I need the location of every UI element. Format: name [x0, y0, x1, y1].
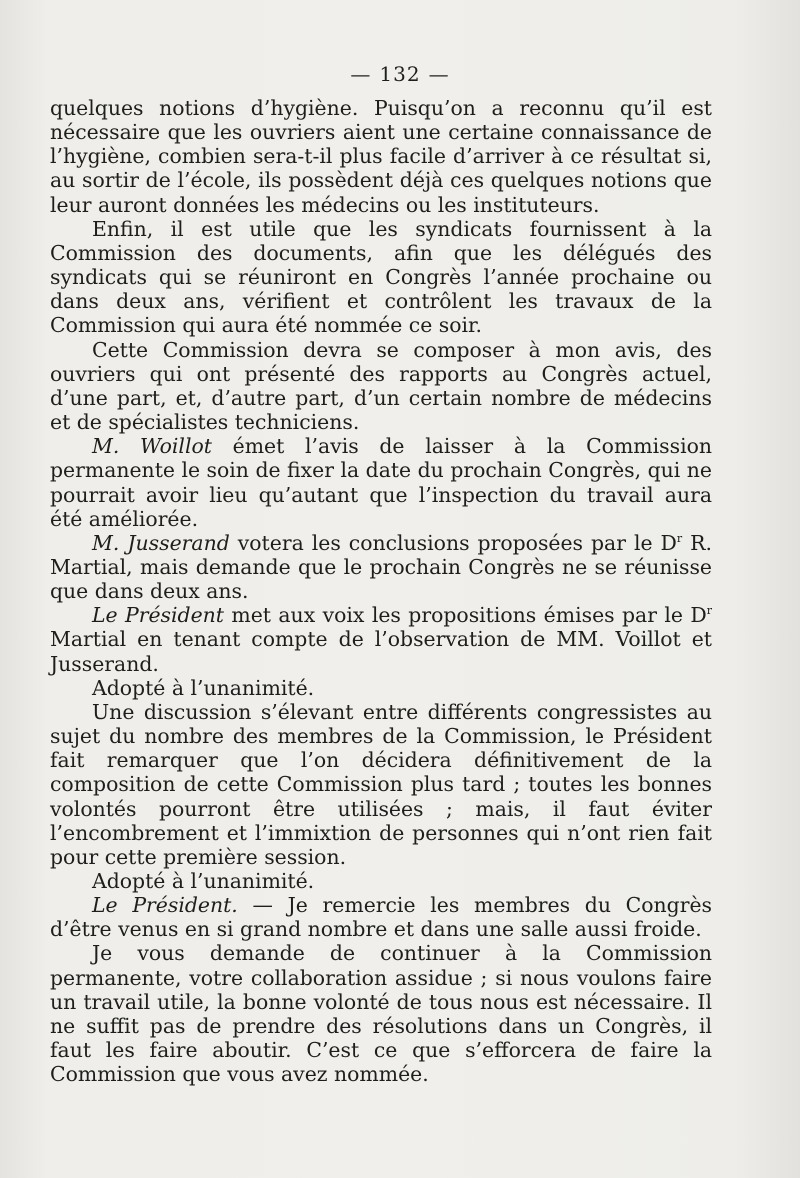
speaker-name: Le Président [92, 603, 224, 628]
paragraph-text: Adopté à l’unanimité. [92, 675, 315, 700]
paragraph-text: Enfin, il est utile que les syndicats fournissent à la Commission des documents, afin que les délégués des syndicats qui se réuniront en Congrès l’année prochaine ou dans deux ans, vérifient et contrôlent les travaux de la Commission qui aura été nommée ce soir. [50, 216, 712, 338]
paragraph-7 [50, 676, 712, 700]
header-dash-left: — [350, 62, 372, 86]
paragraph-text: votera les conclusions proposées par le D [229, 530, 677, 555]
paragraph-5 [50, 531, 712, 603]
paragraph-10 [50, 893, 712, 941]
paragraph-text: émet l’avis de laisser à la Commission permanente le soin de fixer la date du prochain Congrès, qui ne pourrait avoir lieu qu’autant que l’inspection du travail aura été améliorée. [50, 434, 712, 531]
paragraph-text: R. Martial, mais demande que le prochain Congrès ne se réunisse que dans deux ans. [50, 530, 713, 604]
paragraph-6 [50, 603, 712, 675]
header-dash-right: — [428, 62, 450, 86]
page-number: 132 [379, 62, 421, 86]
page-number-header [0, 62, 800, 86]
paragraph-1 [50, 96, 712, 217]
paragraph-text: Je vous demande de continuer à la Commission permanente, votre collaboration assidue ; si nous voulons faire un travail utile, la bonne volonté de tous nous est nécessaire. Il ne suffit pas de prendre des résolutions dans un Congrès, il faut les faire aboutir. C’est ce que s’efforcera de faire la Commission que vous avez nommée. [50, 941, 712, 1087]
paragraph-text: Adopté à l’unanimité. [92, 869, 315, 893]
paragraph-2 [50, 217, 712, 338]
paragraph-text: Une discussion s’élevant entre différents congressistes au sujet du nombre des membres de la Commission, le Président fait remarquer que l’on décidera définitivement de la composition de cette Commission plus tard ; toutes les bonnes volontés pourront être utilisées ; mais, il faut éviter l’encombrement et l’immixtion de personnes qui n’ont rien fait pour cette première session. [50, 699, 712, 869]
paragraph-text: Cette Commission devra se composer à mon avis, des ouvriers qui ont présenté des rapports au Congrès actuel, d’une part, et, d’autre part, d’un certain nombre de médecins et de spécialistes techniciens. [50, 337, 712, 435]
paragraph-3 [50, 338, 712, 435]
superscript: r [676, 532, 683, 546]
paragraph-8 [50, 700, 712, 869]
paragraph-text: quelques notions d’hygiène. Puisqu’on a reconnu qu’il est nécessaire que les ouvriers aient une certaine connaissance de l’hygiène, combien sera-t-il plus facile d’arriver à ce résultat si, au sortir de l’école, ils possèdent déjà ces quelques notions que leur auront données les médecins ou les instituteurs. [50, 96, 712, 217]
paragraph-text: Martial en tenant compte de l’observation de MM. Voillot et Jusserand. [50, 627, 712, 676]
body-text [50, 96, 712, 1086]
speaker-name: Le Président. [92, 893, 238, 918]
speaker-name: M. Jusserand [92, 530, 230, 555]
paragraph-4 [50, 434, 712, 531]
paragraph-text: met aux voix les propositions émises par le D [223, 603, 707, 628]
paragraph-9 [50, 869, 712, 893]
paragraph-11 [50, 941, 712, 1086]
superscript: r [706, 604, 712, 618]
paragraph-text: — Je remercie les membres du Congrès d’être venus en si grand nombre et dans une salle aussi froide. [50, 893, 713, 942]
speaker-name: M. Woillot [92, 434, 212, 459]
